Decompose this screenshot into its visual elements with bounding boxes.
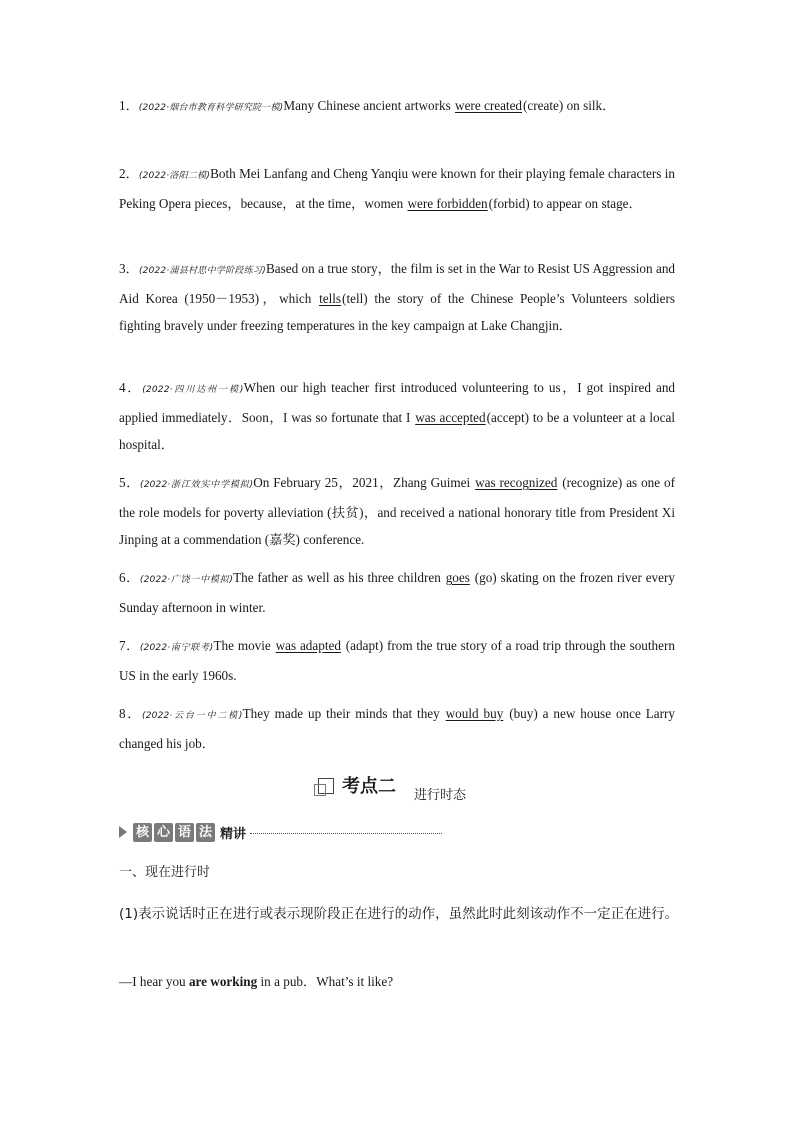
item-text-before: On February 25，2021，Zhang Guimei — [253, 475, 475, 490]
dotted-divider — [250, 833, 442, 834]
banner-suffix: 精讲 — [220, 826, 247, 842]
item-text-before: Many Chinese ancient artworks — [283, 98, 455, 113]
section-title — [314, 770, 467, 803]
item-number: 7． — [119, 638, 140, 653]
section-subtitle: 进行时态 — [414, 788, 467, 803]
banner-chip: 心 — [154, 823, 173, 842]
item-number: 6． — [119, 570, 140, 585]
exercise-item-4 — [119, 374, 675, 458]
item-answer: tells — [319, 291, 342, 306]
subsection-heading: 一、现在进行时 — [119, 865, 211, 880]
item-answer: was adapted — [275, 638, 341, 653]
item-text-before: They made up their minds that they — [242, 706, 445, 721]
exercise-item-7 — [119, 632, 675, 689]
item-source: (2022·烟台市教育科学研究院一模) — [138, 103, 284, 113]
exercise-item-8 — [119, 700, 675, 757]
item-text-before: The father as well as his three children — [233, 570, 445, 585]
item-source: (2022·四川达州一模) — [142, 385, 244, 395]
item-number: 1． — [119, 98, 139, 113]
example-bold: are working — [188, 974, 258, 989]
item-text-before: Both Mei Lanfang and Cheng Yanqiu were known for their playing female characters in Peking Opera pieces，because，at the time，women — [119, 166, 675, 211]
item-source: (2022·浦县村思中学阶段练习) — [138, 266, 266, 276]
item-text-after: (create) on silk． — [523, 98, 616, 113]
section-title-main: 考点二 — [342, 776, 396, 797]
item-answer: were forbidden — [407, 196, 488, 211]
banner-chip: 法 — [196, 823, 215, 842]
example-before: —I hear you — [119, 974, 189, 989]
item-text-after: (forbid) to appear on stage． — [488, 196, 642, 211]
item-text-before: Based on a true story，the film is set in the War to Resist US Aggression and Aid Korea (1950－1953)，which — [119, 261, 676, 306]
item-number: 5． — [119, 475, 140, 490]
item-text-after: (recognize) as one of the role models for poverty alleviation (扶贫)，and received a national honorary title from President Xi Jinping at a commendation (嘉奖) conference. — [119, 475, 675, 547]
grammar-rule: (1)表示说话时正在进行或表示现阶段正在进行的动作，虽然此时此刻该动作不一定正在进行。 — [119, 906, 679, 922]
exercise-item-3 — [119, 255, 675, 339]
item-text-after: (accept) to be a volunteer at a local hospital． — [119, 410, 675, 452]
example-after: in a pub．What’s it like? — [257, 974, 394, 989]
item-text-before: When our high teacher first introduced volunteering to us，I got inspired and applied immediately．Soon，I was so fortunate that I — [119, 380, 676, 425]
example-sentence — [119, 968, 393, 995]
item-text-after: (buy) a new house once Larry changed his job． — [119, 706, 676, 751]
item-number: 3． — [119, 261, 139, 276]
exercise-item-1 — [119, 92, 675, 122]
item-source: (2022·广饶一中模拟) — [139, 575, 234, 585]
item-text-after: (tell) the story of the Chinese People’s Volunteers soldiers fighting bravely under freezing temperatures in the key campaign at Lake Changjin． — [119, 291, 675, 333]
exercise-item-5 — [119, 469, 675, 553]
item-text-after: (adapt) from the true story of a road trip through the southern US in the early 1960s. — [119, 638, 675, 683]
item-source: (2022·洛阳二模) — [138, 171, 211, 181]
triangle-bullet-icon — [119, 826, 127, 838]
item-source: (2022·南宁联考) — [139, 643, 214, 653]
item-answer: would buy — [445, 706, 504, 721]
item-text-after: (go) skating on the frozen river every Sunday afternoon in winter. — [119, 570, 675, 615]
item-answer: was recognized — [475, 475, 558, 490]
section-squares-icon — [314, 778, 334, 798]
item-source: (2022·云台一中二模) — [142, 711, 243, 721]
banner-chip: 核 — [133, 823, 152, 842]
item-text-before: The movie — [213, 638, 275, 653]
core-grammar-banner — [119, 821, 442, 843]
item-source: (2022·浙江效实中学模拟) — [139, 480, 254, 490]
exercise-item-6 — [119, 564, 675, 621]
item-number: 2． — [119, 166, 139, 181]
item-answer: were created — [455, 98, 523, 113]
item-answer: was accepted — [415, 410, 486, 425]
exercise-item-2 — [119, 160, 675, 217]
item-answer: goes — [445, 570, 470, 585]
item-number: 4． — [119, 380, 143, 395]
banner-chip: 语 — [175, 823, 194, 842]
item-number: 8． — [119, 706, 142, 721]
